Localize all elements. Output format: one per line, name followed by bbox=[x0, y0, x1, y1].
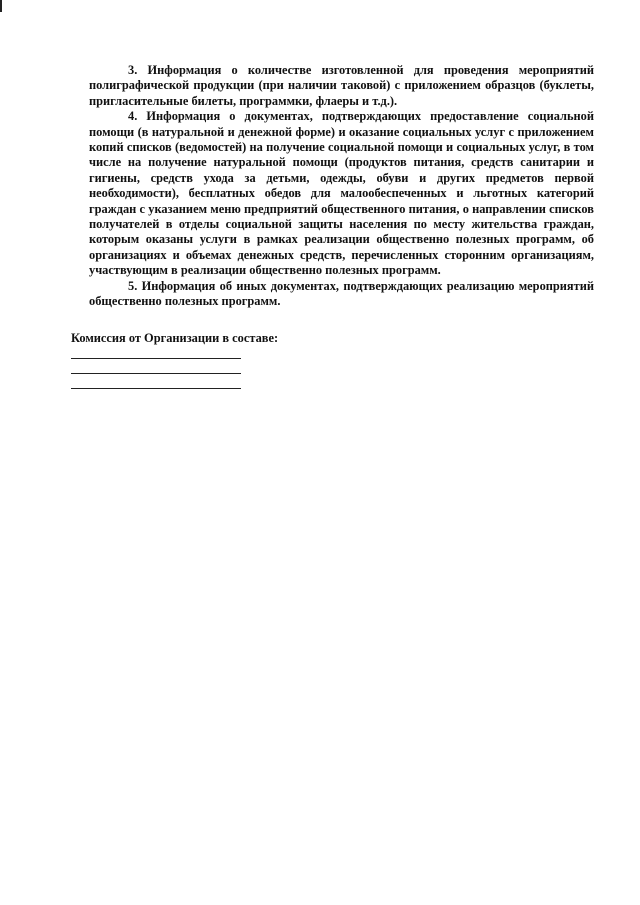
paragraph-3: 3. Информация о количестве изготовленной для проведения мероприятий полиграфической продукции (при наличии таковой) с приложением образцов (буклеты, пригласительные билеты, программки, флаеры и т.д.). bbox=[89, 63, 594, 108]
signature-line bbox=[71, 373, 241, 374]
paragraph-4: 4. Информация о документах, подтверждающих предоставление социальной помощи (в натуральной и денежной форме) и оказание социальных услуг с приложением копий списков (ведомостей) на получение социальной помощи и социальных услуг, в том числе на получение натуральной помощи (продуктов питания, средств санитарии и гигиены, средств ухода за детьми, одежды, обуви и других предметов первой необходимости), бесплатных обедов для малообеспеченных и льготных категорий граждан с указанием меню предприятий общественного питания, о направлении списков получателей в отделы социальной защиты населения по месту жительства граждан, которым оказаны услуги в рамках реализации общественно полезных программ, об организациях и объемах денежных средств, перечисленных сторонним организациям, участвующим в реализации общественно полезных программ. bbox=[89, 109, 594, 278]
signature-line bbox=[71, 388, 241, 389]
document-body bbox=[89, 63, 594, 310]
paragraph-5: 5. Информация об иных документах, подтверждающих реализацию мероприятий общественно полезных программ. bbox=[89, 278, 594, 309]
signature-line bbox=[71, 358, 241, 359]
scan-edge-mark bbox=[0, 0, 2, 12]
commission-label: Комиссия от Организации в составе: bbox=[71, 331, 279, 345]
